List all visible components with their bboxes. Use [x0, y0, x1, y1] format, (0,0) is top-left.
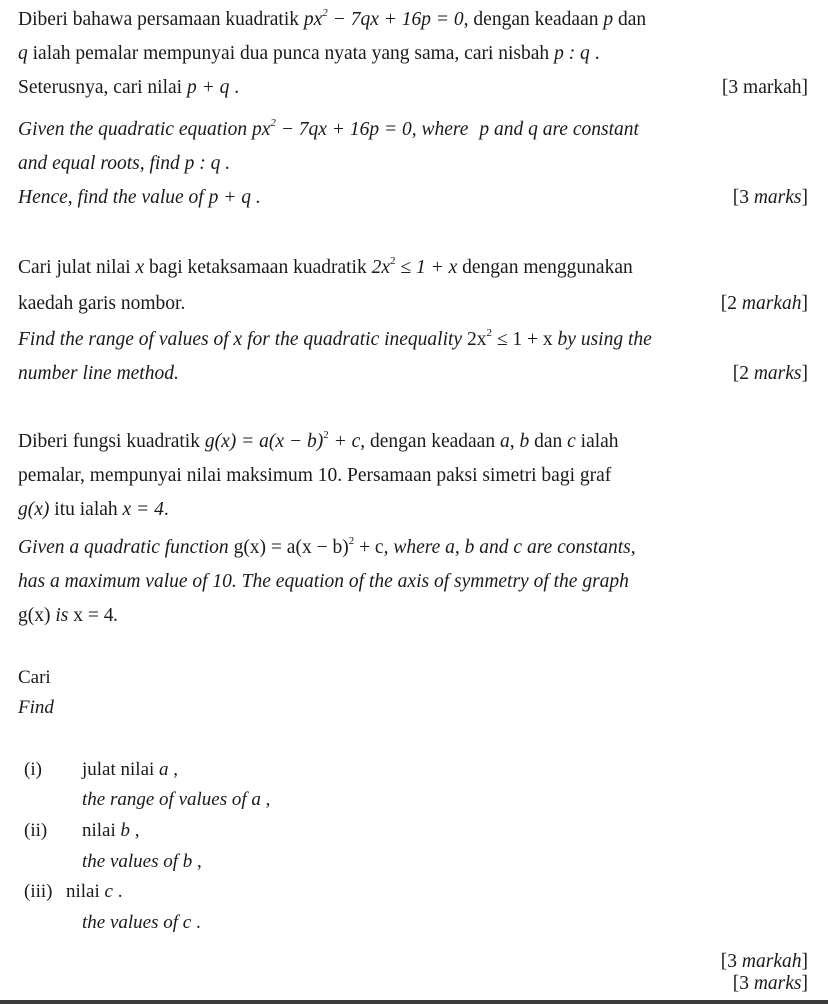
text: and q are constant	[489, 119, 639, 140]
text: , dengan keadaan	[463, 9, 604, 30]
text: nilai	[82, 820, 121, 841]
part-ii-malay	[24, 817, 818, 845]
bottom-rule	[0, 1000, 828, 1004]
text: bagi ketaksamaan kuadratik	[144, 257, 372, 278]
q1-english-line-1	[18, 116, 818, 144]
variable-c: c	[104, 881, 113, 902]
text: number line method.	[18, 363, 179, 384]
text: Seterusnya, cari nilai	[18, 77, 187, 98]
text: , dengan keadaan	[360, 431, 500, 452]
marks-label-malay: [3 markah]	[720, 951, 808, 972]
part-ii-english	[24, 848, 818, 876]
text: dengan menggunakan	[457, 257, 633, 278]
inequality: $2x^2 \le 1 + x$	[371, 255, 458, 278]
part-number: (ii)	[24, 820, 48, 841]
part-number: (iii)	[24, 881, 53, 902]
function-definition: $g(x) = a(x - b)^2 + c$	[233, 535, 384, 558]
variable-a: a	[445, 537, 455, 558]
text: Find the range of values of x for the quadratic inequality	[18, 329, 467, 350]
variable-b: b	[519, 431, 530, 452]
part-i-english	[24, 786, 818, 814]
axis-of-symmetry: x = 4	[73, 605, 114, 626]
text: by using the	[552, 329, 652, 350]
text: , where	[411, 119, 474, 140]
marks-label-english: [3 marks]	[732, 187, 808, 208]
axis-of-symmetry: x = 4	[122, 499, 164, 520]
text: are constants,	[522, 537, 636, 558]
text: , where	[383, 537, 446, 558]
text: ialah pemalar mempunyai dua punca nyata yang sama, cari nisbah	[27, 43, 555, 64]
text: nilai	[66, 881, 105, 902]
q3-english-line-3	[18, 602, 818, 630]
marks-label-english: [2 marks]	[732, 363, 808, 384]
text: Given the quadratic equation	[18, 119, 252, 140]
q2-english-line-1	[18, 326, 818, 354]
text: is	[50, 605, 74, 626]
q3-marks-english-row	[18, 970, 818, 998]
text: Diberi bahawa persamaan kuadratik	[18, 9, 304, 30]
text: the range of values of	[82, 789, 252, 810]
variable-c: c	[182, 912, 192, 933]
text: .	[251, 187, 261, 208]
function-name: g(x)	[18, 605, 51, 626]
text: and	[474, 537, 514, 558]
text: ,	[192, 851, 202, 872]
q2-malay-line-1	[18, 254, 818, 282]
q1-malay-line-3	[18, 74, 818, 102]
q2-english-line-2	[18, 360, 818, 388]
text: ,	[260, 789, 271, 810]
text: the values of	[82, 851, 183, 872]
q1-malay-line-1	[18, 6, 818, 34]
text: Given a quadratic function	[18, 537, 234, 558]
text: .	[589, 43, 600, 64]
text: kaedah garis nombor.	[18, 293, 186, 314]
variable-p: p	[479, 119, 490, 140]
function-definition: $g(x) = a(x - b)^2 + c$	[204, 429, 361, 452]
text: Cari julat nilai	[18, 257, 136, 278]
q3-english-line-1: Given a quadratic function $g(x) = a(x - b)^2 + c$, where a, b and c are constants,	[18, 535, 636, 558]
text: .	[112, 881, 123, 902]
q1-malay-line-2	[18, 40, 818, 68]
marks-label-english: [3 marks]	[732, 973, 808, 994]
text: .	[113, 605, 119, 626]
variable-b: b	[120, 820, 131, 841]
variable-c: c	[567, 431, 576, 452]
text: julat nilai	[82, 759, 160, 780]
text: Hence, find the value of	[18, 187, 209, 208]
text: .	[191, 912, 201, 933]
variable-q: q	[18, 43, 28, 64]
find-label-malay: Cari	[18, 667, 51, 688]
variable-b: b	[182, 851, 193, 872]
variable-x: x	[135, 257, 145, 278]
text: Diberi fungsi kuadratik	[18, 431, 205, 452]
part-iii-malay	[24, 878, 818, 906]
ratio: p : q	[184, 153, 221, 174]
text: dan	[529, 431, 568, 452]
q1-english-line-3	[18, 184, 818, 212]
text: dan	[613, 9, 647, 30]
equation: $px^2 - 7qx + 16p = 0$	[251, 117, 412, 140]
variable-p: p	[603, 9, 614, 30]
q3-malay-line-2	[18, 462, 818, 490]
part-i-malay	[24, 756, 818, 784]
text: .	[220, 153, 231, 174]
q3-english-line-2	[18, 568, 818, 596]
q3-malay-line-1: Diberi fungsi kuadratik $g(x) = a(x - b)^2 + c$, dengan keadaan a, b dan c ialah	[18, 429, 619, 452]
function-name: g(x)	[18, 499, 50, 520]
text: .	[229, 77, 240, 98]
text: and equal roots, find	[18, 153, 185, 174]
marks-label-malay: [3 markah]	[721, 77, 808, 98]
inequality: $2x^2 \le 1 + x$	[466, 327, 553, 350]
q2-malay-line-2	[18, 290, 818, 318]
variable-c: c	[513, 537, 523, 558]
ratio: p : q	[554, 43, 590, 64]
variable-b: b	[464, 537, 475, 558]
part-number: (i)	[24, 759, 42, 780]
text: ,	[130, 820, 140, 841]
text: ialah	[575, 431, 619, 452]
equation: $px^2 - 7qx + 16p = 0$	[303, 7, 464, 30]
variable-a: a	[251, 789, 261, 810]
text: the values of	[82, 912, 183, 933]
variable-a: a	[499, 431, 510, 452]
text: ,	[168, 759, 179, 780]
text: has a maximum value of 10. The equation of the axis of symmetry of the graph	[18, 571, 629, 592]
text: itu ialah	[49, 499, 123, 520]
q3-malay-line-3	[18, 496, 818, 524]
marks-label-malay: [2 markah]	[720, 293, 808, 314]
variable-a: a	[159, 759, 169, 780]
find-label-english: Find	[18, 697, 54, 718]
sum-expression: p + q	[208, 187, 252, 208]
sum-expression: p + q	[186, 77, 230, 98]
text: .	[163, 499, 169, 520]
q1-english-line-2	[18, 150, 818, 178]
part-iii-english	[24, 909, 818, 937]
text: pemalar, mempunyai nilai maksimum 10. Persamaan paksi simetri bagi graf	[18, 465, 612, 486]
